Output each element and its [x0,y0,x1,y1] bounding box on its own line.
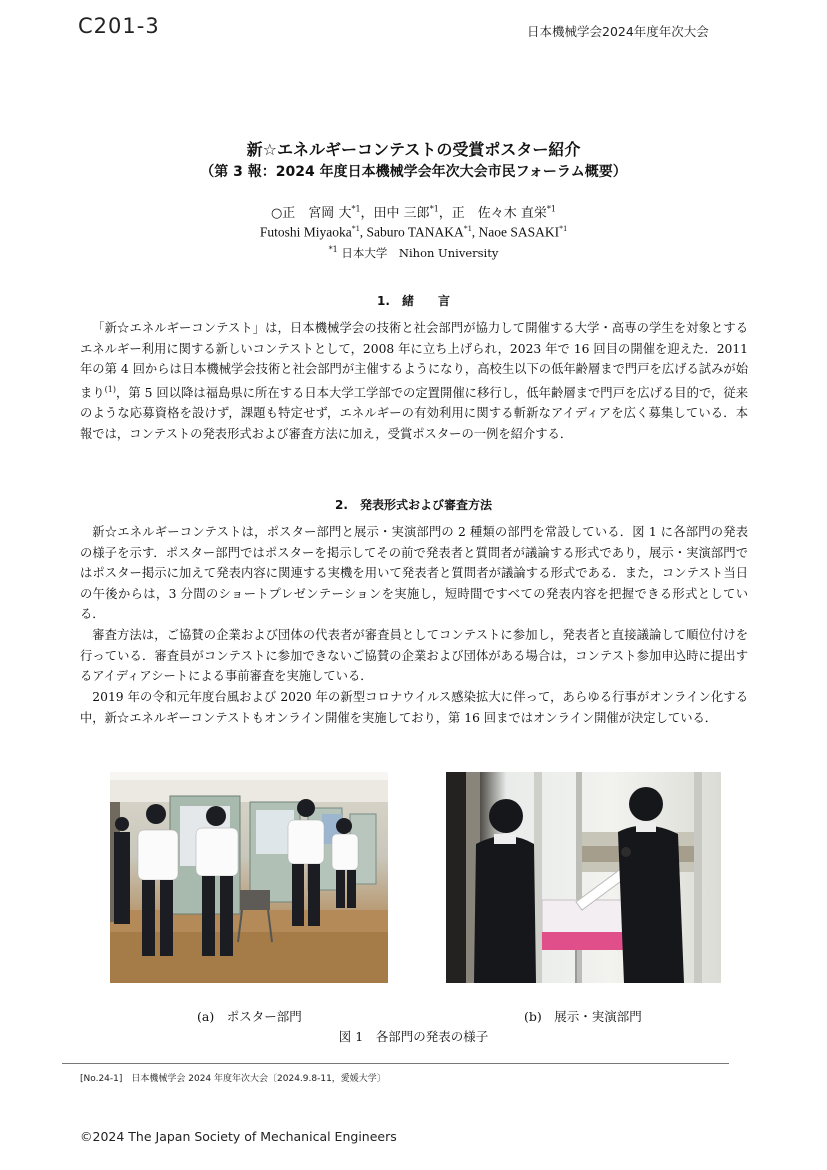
caption-demo-division: (b) 展示・実演部門 [524,1009,642,1024]
affiliation-mark: *1 [429,204,439,214]
demo-exhibit-illustration [446,772,721,983]
intro-text-2: ，第 5 回以降は福島県に所在する日本大学工学部での定置開催に移行し，低年齢層まで門戸を広げる目的で，従来のような応募資格を設けず，課題も特定せず，エネルギーの有効利用に関する斬新なアイディアを広く募集している．本報では，コンテストの発表形式および審査方法に加え，受賞ポスターの一例を紹介する． [80,385,748,442]
author-2-en: , Saburo TANAKA [359,224,464,240]
affiliation-mark: *1 [328,245,338,255]
paragraph-method-1: 新☆エネルギーコンテストは，ポスター部門と展示・実演部門の 2 種類の部門を常設している．図 1 に各部門の発表の様子を示す．ポスター部門ではポスターを掲示してその前で発表者と質問者が議論する形式であり，展示・実演部門ではポスター掲示に加えて発表内容に関連する実機を用いて発表者と質問者が議論する形式である．また，コンテスト当日の午後からは，3 分間のショートプレゼンテーションを実施し，短時間ですべての発表内容を把握できる形式としている． [80,525,748,622]
paper-code: C201-3 [78,14,160,38]
caption-poster-division: (a) ポスター部門 [197,1009,302,1024]
footnote-conference: [No.24-1] 日本機械学会 2024 年度年次大会〔2024.9.8-11，愛媛大学〕 [80,1074,386,1084]
copyright: ©2024 The Japan Society of Mechanical Engineers [80,1129,397,1144]
photo-demo-exhibit [446,772,721,983]
paragraph-method-3: 2019 年の令和元年度台風および 2020 年の新型コロナウイルス感染拡大に伴って，あらゆる行事がオンライン化する中，新☆エネルギーコンテストもオンライン開催を実施しており，第 16 回まではオンライン開催が決定している． [80,690,748,725]
conference-name: 日本機械学会2024年度年次大会 [527,24,709,39]
affiliation-mark: *1 [351,204,361,214]
poster-session-illustration [110,772,388,983]
paper-title: 新☆エネルギーコンテストの受賞ポスター紹介 [246,140,581,159]
paragraph-introduction [80,318,748,445]
figure-caption: 図 1 各部門の発表の様子 [338,1029,489,1044]
authors-japanese [60,202,767,221]
author-3-en: , Naoe SASAKI [471,224,560,240]
photo-poster-session [110,772,388,983]
footer-divider [62,1063,729,1064]
affiliation [60,245,767,261]
author-3-ja: ，正 佐々木 直栄 [438,206,547,221]
affiliation-text: 日本大学 Nihon University [341,246,499,260]
affiliation-mark: *1 [546,204,557,214]
reference-1: (1) [104,384,117,394]
affiliation-mark: *1 [559,224,568,233]
author-2-ja: ，田中 三郎 [360,206,430,221]
affiliation-mark: *1 [351,224,360,233]
paper-subtitle: （第 3 報：2024 年度日本機械学会年次大会市民フォーラム概要） [200,164,627,180]
section-heading-method: 2. 発表形式および審査方法 [335,498,492,512]
affiliation-mark: *1 [463,224,472,233]
author-1-ja: ○正 宮岡 大 [270,206,352,221]
paragraph-method-2: 審査方法は，ご協賛の企業および団体の代表者が審査員としてコンテストに参加し，発表者と直接議論して順位付けを行っている．審査員がコンテストに参加できないご協賛の企業および団体がある場合は，コンテスト参加申込時に提出するアイディアシートによる事前審査を実施している． [80,628,748,684]
intro-text-1: 「新☆エネルギーコンテスト」は，日本機械学会の技術と社会部門が協力して開催する大学・高専の学生を対象とするエネルギー利用に関する新しいコンテストとして，2008 年に立ち上げられ，2023 年で 16 回目の開催を迎えた．2011 年の第 4 回からは日本機械学会技術と社会部門が主催するようになり，高校生以下の低年齢層まで門戸を広げる試みが始まり [80,321,748,400]
author-1-en: Futoshi Miyaoka [259,224,352,240]
section-heading-introduction: 1. 緒 言 [377,294,450,308]
authors-english [60,224,767,241]
